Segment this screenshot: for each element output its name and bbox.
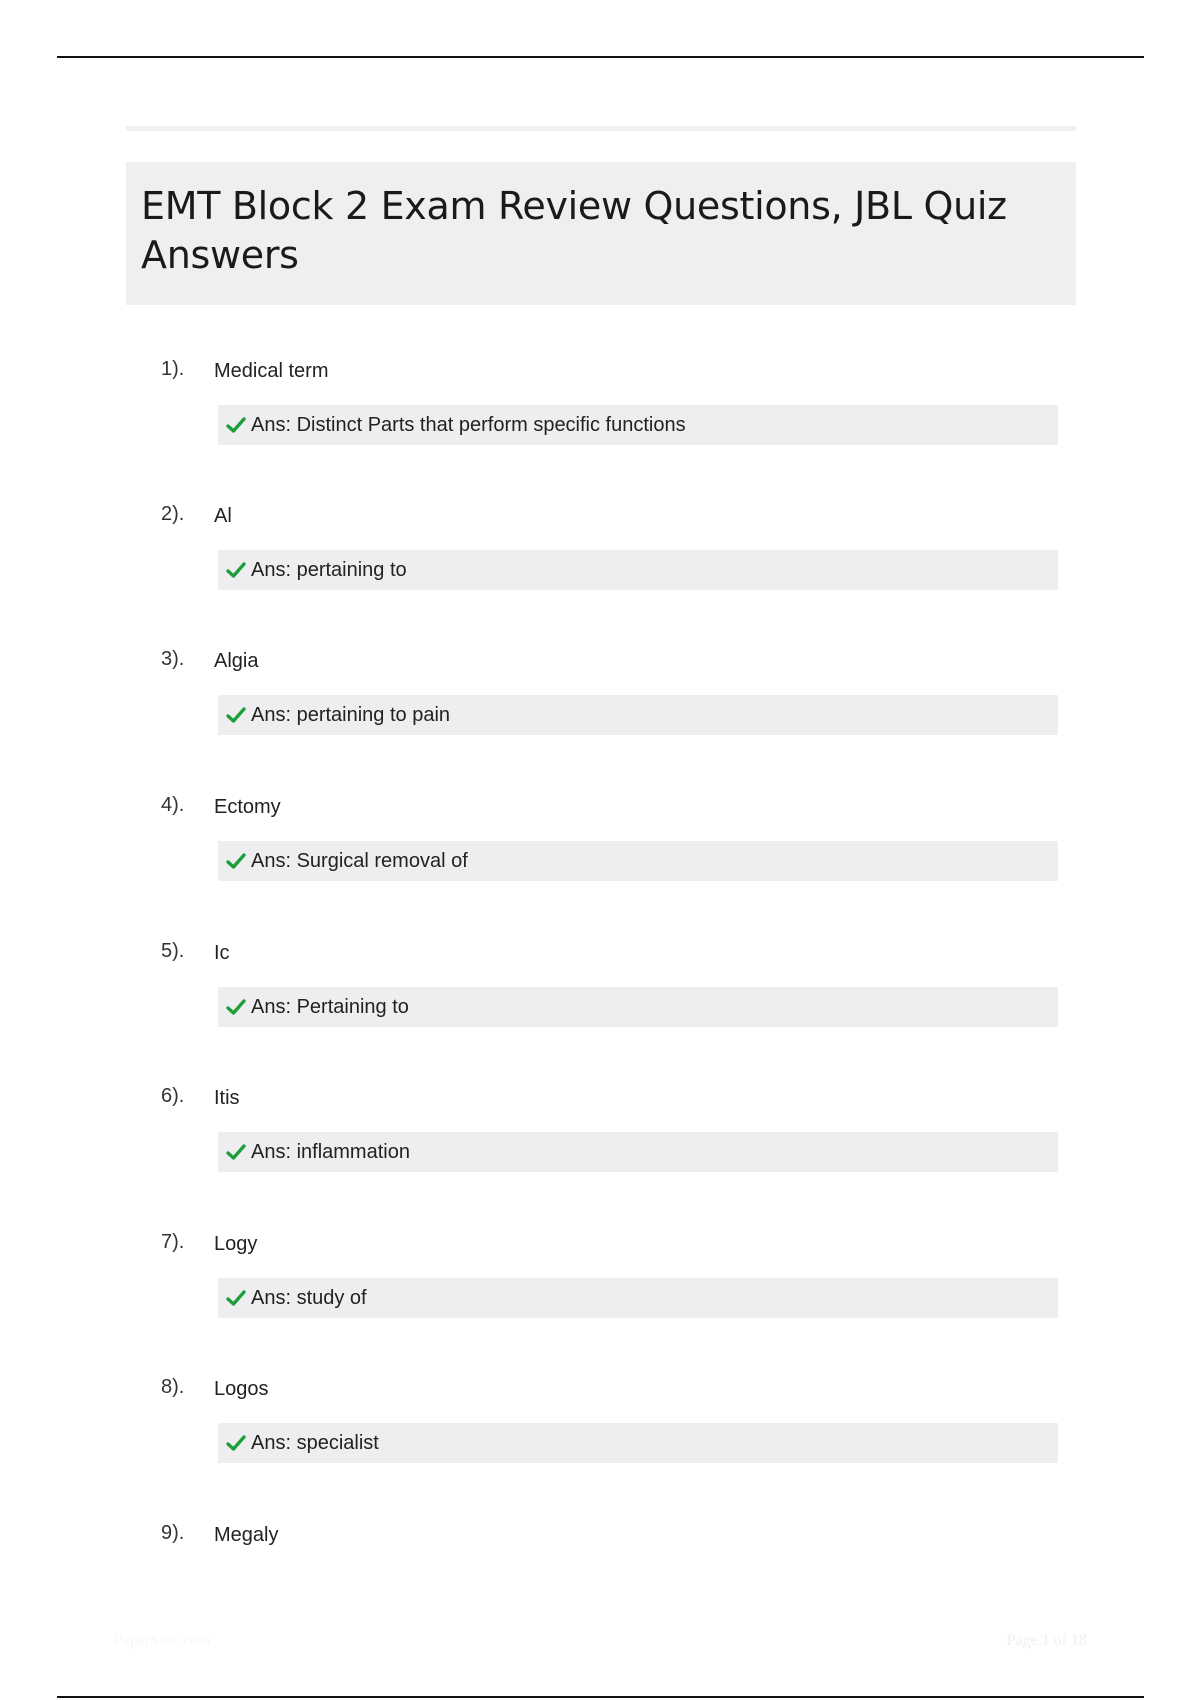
question-item (126, 647, 1076, 767)
question-number: 1). (161, 358, 185, 380)
question-term: Itis (214, 1087, 240, 1109)
question-item (126, 1521, 1076, 1641)
question-item (126, 1230, 1076, 1350)
question-term: Medical term (214, 360, 329, 382)
answer-box (218, 1132, 1058, 1172)
document-page (126, 0, 1076, 1700)
question-term: Logy (214, 1233, 258, 1255)
question-item (126, 793, 1076, 913)
answer-text: Ans: Surgical removal of (251, 850, 468, 872)
answer-text: Ans: inflammation (251, 1141, 410, 1163)
answer-box (218, 1423, 1058, 1463)
question-item (126, 502, 1076, 622)
answer-box (218, 841, 1058, 881)
question-number: 7). (161, 1231, 185, 1253)
question-number: 8). (161, 1376, 185, 1398)
header-divider (126, 126, 1076, 131)
question-number: 4). (161, 794, 185, 816)
check-icon (226, 705, 246, 725)
footer-watermark: PaperStoc.com (114, 1632, 211, 1649)
check-icon (226, 1288, 246, 1308)
check-icon (226, 851, 246, 871)
question-term: Megaly (214, 1524, 279, 1546)
question-item (126, 1375, 1076, 1495)
answer-text: Ans: pertaining to (251, 559, 407, 581)
question-term: Al (214, 505, 232, 527)
question-number: 9). (161, 1522, 185, 1544)
answer-box (218, 1278, 1058, 1318)
document-title: EMT Block 2 Exam Review Questions, JBL Quiz Answers (141, 184, 1007, 277)
question-number: 3). (161, 648, 185, 670)
question-item (126, 939, 1076, 1059)
question-item (126, 1084, 1076, 1204)
question-item (126, 357, 1076, 477)
title-banner (126, 162, 1076, 305)
answer-text: Ans: pertaining to pain (251, 704, 451, 726)
check-icon (226, 1142, 246, 1162)
question-number: 5). (161, 940, 185, 962)
question-number: 2). (161, 503, 185, 525)
answer-box (218, 987, 1058, 1027)
answer-text: Ans: study of (251, 1287, 367, 1309)
check-icon (226, 997, 246, 1017)
question-term: Logos (214, 1378, 269, 1400)
answer-box (218, 695, 1058, 735)
check-icon (226, 415, 246, 435)
question-term: Ic (214, 942, 230, 964)
check-icon (226, 1433, 246, 1453)
answer-box (218, 550, 1058, 590)
answer-text: Ans: Distinct Parts that perform specific functions (251, 414, 686, 436)
question-number: 6). (161, 1085, 185, 1107)
page-bottom-rule (57, 1696, 1144, 1698)
question-term: Algia (214, 650, 259, 672)
question-term: Ectomy (214, 796, 281, 818)
page-number-label: Page 1 of 18 (1006, 1632, 1087, 1649)
answer-text: Ans: Pertaining to (251, 996, 409, 1018)
check-icon (226, 560, 246, 580)
answer-text: Ans: specialist (251, 1432, 379, 1454)
answer-box (218, 405, 1058, 445)
